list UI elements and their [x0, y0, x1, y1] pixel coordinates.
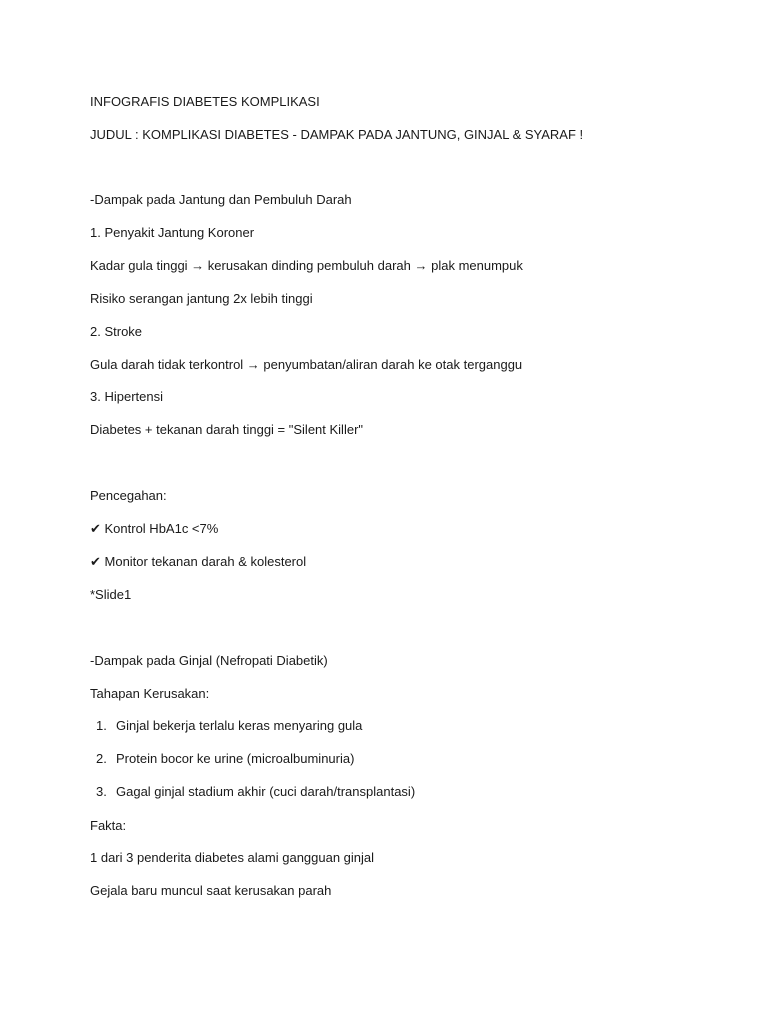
list-text: Gagal ginjal stadium akhir (cuci darah/transplantasi) — [116, 784, 416, 799]
list-number: 3. — [96, 784, 107, 799]
checklist-item: ✔ Monitor tekanan darah & kolesterol — [90, 554, 307, 569]
item-title-jantung-koroner: 1. Penyakit Jantung Koroner — [90, 225, 255, 240]
list-item — [96, 751, 354, 767]
list-item — [96, 718, 362, 734]
fakta-text: 1 dari 3 penderita diabetes alami gangguan ginjal — [90, 850, 375, 865]
list-number: 1. — [96, 718, 107, 733]
item-text: Risiko serangan jantung 2x lebih tinggi — [90, 291, 313, 306]
slide-note: *Slide1 — [90, 587, 132, 602]
fakta-text: Gejala baru muncul saat kerusakan parah — [90, 883, 332, 898]
pencegahan-heading: Pencegahan: — [90, 488, 167, 503]
tahapan-label: Tahapan Kerusakan: — [90, 686, 210, 701]
item-text: Diabetes + tekanan darah tinggi = "Silent Killer" — [90, 422, 364, 437]
item-text: Kadar gula tinggi → kerusakan dinding pembuluh darah → plak menumpuk — [90, 258, 523, 273]
section-heading-jantung: -Dampak pada Jantung dan Pembuluh Darah — [90, 192, 352, 207]
item-title-hipertensi: 3. Hipertensi — [90, 389, 163, 404]
item-title-stroke: 2. Stroke — [90, 324, 143, 339]
list-item — [96, 784, 415, 800]
item-text: Gula darah tidak terkontrol → penyumbatan/aliran darah ke otak terganggu — [90, 357, 523, 372]
section-heading-ginjal: -Dampak pada Ginjal (Nefropati Diabetik) — [90, 653, 328, 668]
list-text: Protein bocor ke urine (microalbuminuria) — [116, 751, 355, 766]
document-judul: JUDUL : KOMPLIKASI DIABETES - DAMPAK PADA JANTUNG, GINJAL & SYARAF ! — [90, 127, 584, 142]
checklist-item: ✔ Kontrol HbA1c <7% — [90, 521, 219, 536]
fakta-label: Fakta: — [90, 818, 127, 833]
list-number: 2. — [96, 751, 107, 766]
document-title: INFOGRAFIS DIABETES KOMPLIKASI — [90, 94, 320, 109]
list-text: Ginjal bekerja terlalu keras menyaring gula — [116, 718, 363, 733]
